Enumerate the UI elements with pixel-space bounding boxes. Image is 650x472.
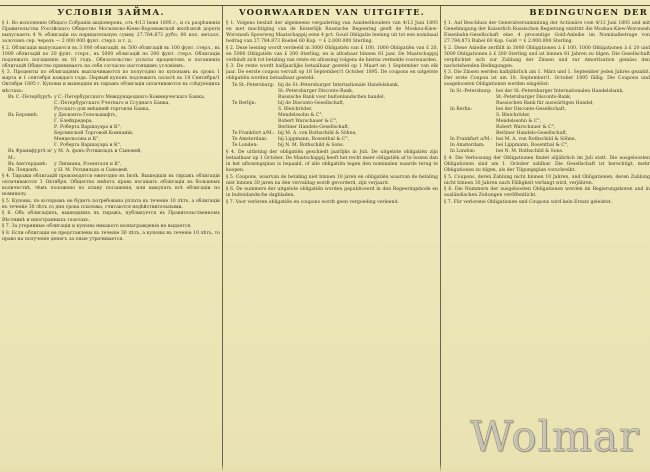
bank-city: In Amsterdam: xyxy=(450,143,485,149)
column-title-dutch: VOORWAARDEN VAN UITGIFTE. xyxy=(239,8,425,18)
bank-name: bij M. A. von Rothschild & Söhne, xyxy=(278,131,357,137)
bank-name: Berliner Handels-Gesellschaft, xyxy=(278,125,350,131)
paragraph: § 4. Тиражи облигацiй производятся ежегодно въ Iюлѣ. Вышедшiя въ тиражъ облигацiи оплачиваются 1 Октября. Общество имѣетъ право погашать облигацiи въ большемъ количествѣ, чѣмъ положено по плану погашенiя, или выкупать всѣ облигацiи по номиналу. xyxy=(2,174,220,198)
bank-name: Robert Warschauer & C°, xyxy=(278,119,338,125)
paragraph: § 6. Объ облигацiяхъ, вышедшихъ въ тиражъ, публикуется въ Правительственномъ Вѣстникѣ и иностранныхъ газетахъ. xyxy=(2,211,220,223)
bank-name: Russische Bank voor buitenlandschen handel, xyxy=(278,95,386,101)
bank-city: Въ Франкфуртѣ н/М.: xyxy=(8,149,52,161)
column-russian xyxy=(2,0,220,472)
column-dutch xyxy=(226,0,438,472)
bank-name: bij Lippmann, Rosenthal & C°, xyxy=(278,137,350,143)
bank-name: Russischen Bank für auswärtigen Handel, xyxy=(496,101,594,107)
bank-city: Въ Берлинѣ: xyxy=(8,113,39,119)
bank-name: у Н. М. Ротшильдъ и Сыновей. xyxy=(54,167,129,173)
paragraph: § 3. Проценты по облигацiямъ выплачиваются по полугодно по купонамъ въ срокъ 1 марта и 1 сентября каждаго года. Первый купонъ подлежитъ оплатѣ въ 18 Сентября/1 Октября 1895 г. Купоны и вышедшiя въ тиражъ облигацiи оплачиваются въ слѣдующихъ мѣстахъ: xyxy=(2,70,220,94)
bank-name: Mendelssohn & C°, xyxy=(278,113,324,119)
bank-row xyxy=(444,149,650,155)
paragraph: § 6. Die Nummern der ausgeloosten Obligationen werden im Regierungsboten und in ausländischen Zeitungen veröffentlicht. xyxy=(444,187,650,199)
bank-name: bij N. M. Rothschild & Sons. xyxy=(278,143,345,149)
bank-city: Te Berlijn: xyxy=(232,101,257,107)
paragraph: § 6. De nummers der uitgelote obligatiën worden gepubliceerd in den Regeeringsbode en in buitenlandsche dagbladen. xyxy=(226,187,438,199)
bank-name: St.-Petersburger Disconto-Bank, xyxy=(496,95,572,101)
paragraph: § 5. Coupons, waarvan de betaling niet binnen 10 jaren en obligatiën waarvan de betaling niet binnen 30 jaren na den vervaldag wordt gevorderd, zijn verjaard. xyxy=(226,174,438,186)
bank-name: St.-Petersburger Disconto-Bank, xyxy=(278,89,354,95)
bottom-fade xyxy=(0,464,650,472)
bank-name: Русскаго для внѣшней торговли Банка, xyxy=(54,107,150,113)
bank-name: bei M. A. von Rothschild & Söhne, xyxy=(496,137,577,143)
bank-name: S. Bleichröder, xyxy=(496,113,531,119)
paragraph: § 4. Die Verloosung der Obligationen findet alljährlich im Juli statt. Die ausgeloosten Obligationen sind am 1. October zahlbar. Die Gesellschaft ist berechtigt, mehr Obligationen zu tilgen, als der Tilgungsplan vorschreibt. xyxy=(444,156,650,174)
bank-city: In London: xyxy=(450,149,476,155)
paragraph: § 5. Купоны, по которымъ не будетъ потребована уплата въ теченiе 10 лѣтъ, а облигацiи въ теченiе 30 лѣтъ со дня срока платежа, считаются недѣйствительными. xyxy=(2,198,220,210)
bank-name: bei der St.-Petersburger Internationalen Handelsbank, xyxy=(496,89,624,95)
bank-city: Въ С.-Петербургѣ: xyxy=(8,95,53,101)
bank-city: Te Londen: xyxy=(232,143,258,149)
paragraphs-after-dutch xyxy=(226,150,438,206)
bank-name: S. Bleichröder, xyxy=(278,107,313,113)
bank-name: Г. Блейхредера, xyxy=(54,119,93,125)
bank-name: bei Lippmann, Rosenthal & C°, xyxy=(496,143,569,149)
bank-city: Te Frankfort a/M.: xyxy=(232,131,275,137)
paragraphs-after-russian xyxy=(2,174,220,243)
paragraphs-russian xyxy=(2,21,220,95)
paragraph: § 3. Die Zinsen werden halbjährlich am 1. März und 1. September jeden Jahres gezahlt. Der erste Coupon ist am 18. September/1. October 1895 fällig. Die Coupons und ausgeloosten Obligationen werden eingelöst: xyxy=(444,70,650,88)
paragraph: § 7. За утерянные облигацiи и купоны никакого вознагражденiя не выдается. xyxy=(2,224,192,230)
bank-name: у М. А. фонъ-Ротшильдъ и Сыновей, xyxy=(54,149,142,155)
paragraph: § 1. Auf Beschluss der Generalversammlung der Actionäre vom 4/13 Juni 1895 und mit Genehmigung der Kaiserlich Russischen Regierung emittirt die Moskau-Kiew-Woronesh Eisenbahn-Gesellschaft eine 4 procentige Gold-Anleihe im Nominalbetrage von 27.784.873 Rubel 60 Kop. Gold = £ 2.000.000 Sterling. xyxy=(444,21,650,45)
paragraph: § 7. Für verlorene Obligationen und Coupons wird kein Ersatz geleistet. xyxy=(444,199,613,205)
bank-city: In Berlin: xyxy=(450,107,472,113)
bank-name: bei der Disconto-Gesellschaft, xyxy=(496,107,566,113)
bank-city: Te St.-Petersburg: xyxy=(232,82,275,88)
bank-name: у Дисконто-Гезельшафтъ, xyxy=(54,113,118,119)
bank-city: Te Amsterdam: xyxy=(232,137,268,143)
bank-list-dutch xyxy=(226,83,438,150)
bank-city: In Frankfurt a/M.: xyxy=(450,137,493,143)
bank-name: bei N. M. Rothschild & Sons. xyxy=(496,149,564,155)
paragraph: § 5. Coupons, deren Zahlung nicht binnen 10 Jahren, und Obligationen, deren Zahlung nicht binnen 30 Jahren nach Fälligkeit verlangt wird, verjähren. xyxy=(444,174,650,186)
paragraph: § 3. De rente wordt halfjaarlijks betaalbaar gesteld op 1 Maart en 1 September van elk jaar. De eerste coupon vervalt op 18 September/1 October 1895. De coupons en uitgelote obligatiën worden betaalbaar gesteld: xyxy=(226,64,438,82)
column-german xyxy=(444,0,650,472)
paragraph: § 2. Deze leening wordt verdeeld in 3000 Obligatiën van £ 100, 1000 Obligatiën van £ 20, en 5000 Obligatiën van £ 200 Sterling, en is aflosbaar binnen 81 jaar. De Maatschappij verbindt zich tot betaling van rente en aflossing volgens de hierna vermelde voorwaarden. xyxy=(226,45,438,63)
column-divider-right xyxy=(440,6,441,472)
bank-name: Г. Роберта Варшауэра и К°, xyxy=(54,143,122,149)
bank-list-german xyxy=(444,89,650,156)
paragraph: § 2. Diese Anleihe zerfällt in 3000 Obligationen à £ 100, 1000 Obligationen à £ 20 und 5000 Obligationen à £ 200 Sterling und ist binnen 81 Jahren zu tilgen. Die Gesellschaft verpflichtet sich zur Zahlung der Zinsen und zur Amortisation gemäss den nachstehenden Bedingungen. xyxy=(444,45,650,69)
column-divider-left xyxy=(222,6,223,472)
bank-name: у С.-Петербургскаго Международнаго Коммерческаго Банка, xyxy=(54,95,206,101)
bank-list-russian xyxy=(2,95,220,174)
paragraph: § 1. Volgens besluit der algemeene vergadering van Aandeelhouders van 4/13 Juni 1895 en met machtiging van de Keizerlijk Russische Regeering geeft de Moskou-Kiew-Woronesh Spoorweg Maatschappij eene 4 pct. Goud Obligatie leening uit tot een nominaal bedrag van 27.784.873 Roebel 60 Kop. = £ 2.000.000 Sterling. xyxy=(226,21,438,45)
paragraph: § 1. Во исполненiе Общаго Собранiя акцiонеровъ, отъ 4/13 Iюня 1895 г., и съ разрѣшенiя Правительства Россiйскаго Общество Московско-Кiево-Воронежской желѣзной дороги выпускаетъ 4 % облигацiи на нарицательную сумму 27.784.873 рубл. 60 коп. металл. золотомъ сер. черезъ — 2 000 000 фунт. стерл. и т. д. xyxy=(2,21,220,45)
bank-name: Берлинской Торговой Компанiи, xyxy=(54,131,134,137)
bank-name: bij de Disconto-Gesellschaft, xyxy=(278,101,345,107)
bank-name: у Липмана, Розенталя и К°, xyxy=(54,161,122,167)
bank-row xyxy=(226,143,438,149)
bank-row xyxy=(2,168,220,174)
paragraphs-german xyxy=(444,21,650,89)
bank-name: Berliner Handels-Gesellschaft, xyxy=(496,131,568,137)
bank-name: С.-Петербургскаго Учетнаго и Ссуднаго Банка, xyxy=(54,101,170,107)
bank-city: In St.-Petersburg: xyxy=(450,89,492,95)
paragraphs-after-german xyxy=(444,156,650,206)
bank-name: Mendelssohn & C°, xyxy=(496,119,542,125)
bank-name: bij de St.-Petersburger Internationale Handelsbank, xyxy=(278,82,400,88)
column-title-russian: УСЛОВIЯ ЗАЙМА. xyxy=(57,8,165,18)
bank-city: Въ Амстердамѣ: xyxy=(8,161,48,167)
paragraph: § 4. De uitloting der obligatiën geschiedt jaarlijks in Juli. De uitgelote obligatiën zijn betaalbaar op 1 October. De Maatschappij heeft het recht meer obligatiën af te lossen dan in het aflossingsplan is bepaald, of alle obligatiën tegen den nominalen waarde terug te koopen. xyxy=(226,149,438,174)
paragraphs-dutch xyxy=(226,21,438,82)
bank-name: Robert Warschauer & C°, xyxy=(496,125,556,131)
column-title-german: BEDINGUNGEN DER xyxy=(529,8,648,18)
watermark-text: Wolmar xyxy=(470,412,640,461)
paragraph: § 8. Если облигацiи не представлены въ теченiе 30 лѣтъ, а купоны въ теченiе 10 лѣтъ, то право на полученiе денегъ за оные утрачивается. xyxy=(2,230,220,242)
bank-name: Мендельсона и К°, xyxy=(54,137,100,143)
paragraph: § 2. Облигацiи выпускаются въ 3 000 облигацiй, въ 500 облигацiй въ 100 фунт. стерл., въ 1000 облигацiй по 20 фунт. стерл., въ 5000 облигацiй по 200 фунт. стерл. Облигацiи подлежатъ погашенiю въ 81 годъ. Обязательство уплаты процентовъ и погашенiя облигацiй Общество принимаетъ на себя согласно настоящимъ условiямъ. xyxy=(2,45,220,69)
bank-row xyxy=(2,149,220,161)
bank-city: Въ Лондонѣ: xyxy=(8,167,39,173)
bank-name: Р. Роберта Варшауэра и К°, xyxy=(54,125,122,131)
paragraph: § 7. Voor verloren obligatiën en coupons wordt geen vergoeding verleend. xyxy=(226,199,399,205)
